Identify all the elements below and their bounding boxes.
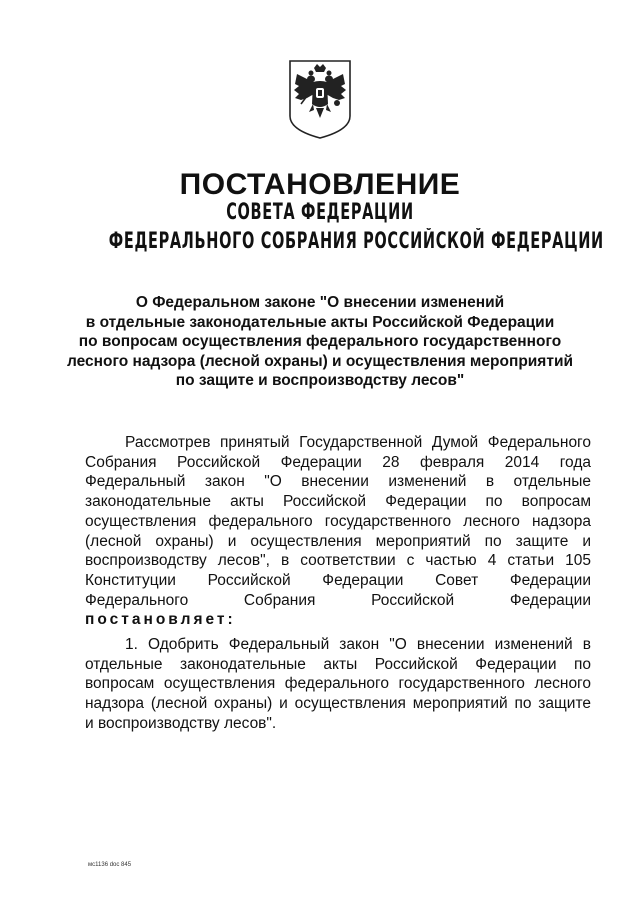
paragraph-line: (лесной охраны) и осуществления мероприятий по защите и [85,532,591,550]
paragraph-line: Рассмотрев принятый Государственной Думой Федерального [125,434,591,451]
document-title: ПОСТАНОВЛЕНИЕ [179,168,461,201]
paragraph-line: 1. Одобрить Федеральный закон "О внесении изменений в [125,636,591,653]
resolution-paragraph [85,635,591,734]
paragraph-line: Конституции Российской Федерации Совет Федерации [85,571,591,589]
subject-line: лесного надзора (лесной охраны) и осуществления мероприятий [66,352,574,370]
paragraph-line: воспроизводству лесов", в соответствии с частью 4 статьи 105 [85,552,591,570]
paragraph-line: надзора (лесной охраны) и осуществления мероприятий по защите [85,695,591,713]
document-subject [60,293,580,391]
subject-line: О Федеральном законе "О внесении изменений [135,294,505,311]
paragraph-line: отдельные законодательные акты Российской Федерации по [85,655,591,673]
paragraph-line: вопросам осуществления федерального государственного лесного [85,675,591,693]
decree-word: постановляет: [85,611,236,629]
coat-of-arms-emblem-icon [287,58,353,140]
paragraph-line: и воспроизводству лесов". [85,714,277,732]
paragraph-line: Собрания Российской Федерации 28 февраля 2014 года [85,453,591,471]
preamble-paragraph [85,433,591,630]
paragraph-line: Федеральный закон "О внесении изменений в отдельные [85,473,591,491]
paragraph-line: законодательные акты Российской Федерации по вопросам [85,493,591,511]
issuer-line-1: СОВЕТА ФЕДЕРАЦИИ [226,200,414,225]
subject-line: в отдельные законодательные акты Российской Федерации [85,313,555,331]
issuer-line-2: ФЕДЕРАЛЬНОГО СОБРАНИЯ РОССИЙСКОЙ ФЕДЕРАЦИИ [108,229,604,254]
subject-line: по защите и воспроизводству лесов" [175,372,465,390]
document-code: мс1136 doc 845 [88,862,132,868]
subject-line: по вопросам осуществления федерального государственного [78,333,562,351]
paragraph-line: Федерального Собрания Российской Федерации [85,591,591,609]
paragraph-line: осуществления федерального государственного лесного надзора [85,512,591,530]
